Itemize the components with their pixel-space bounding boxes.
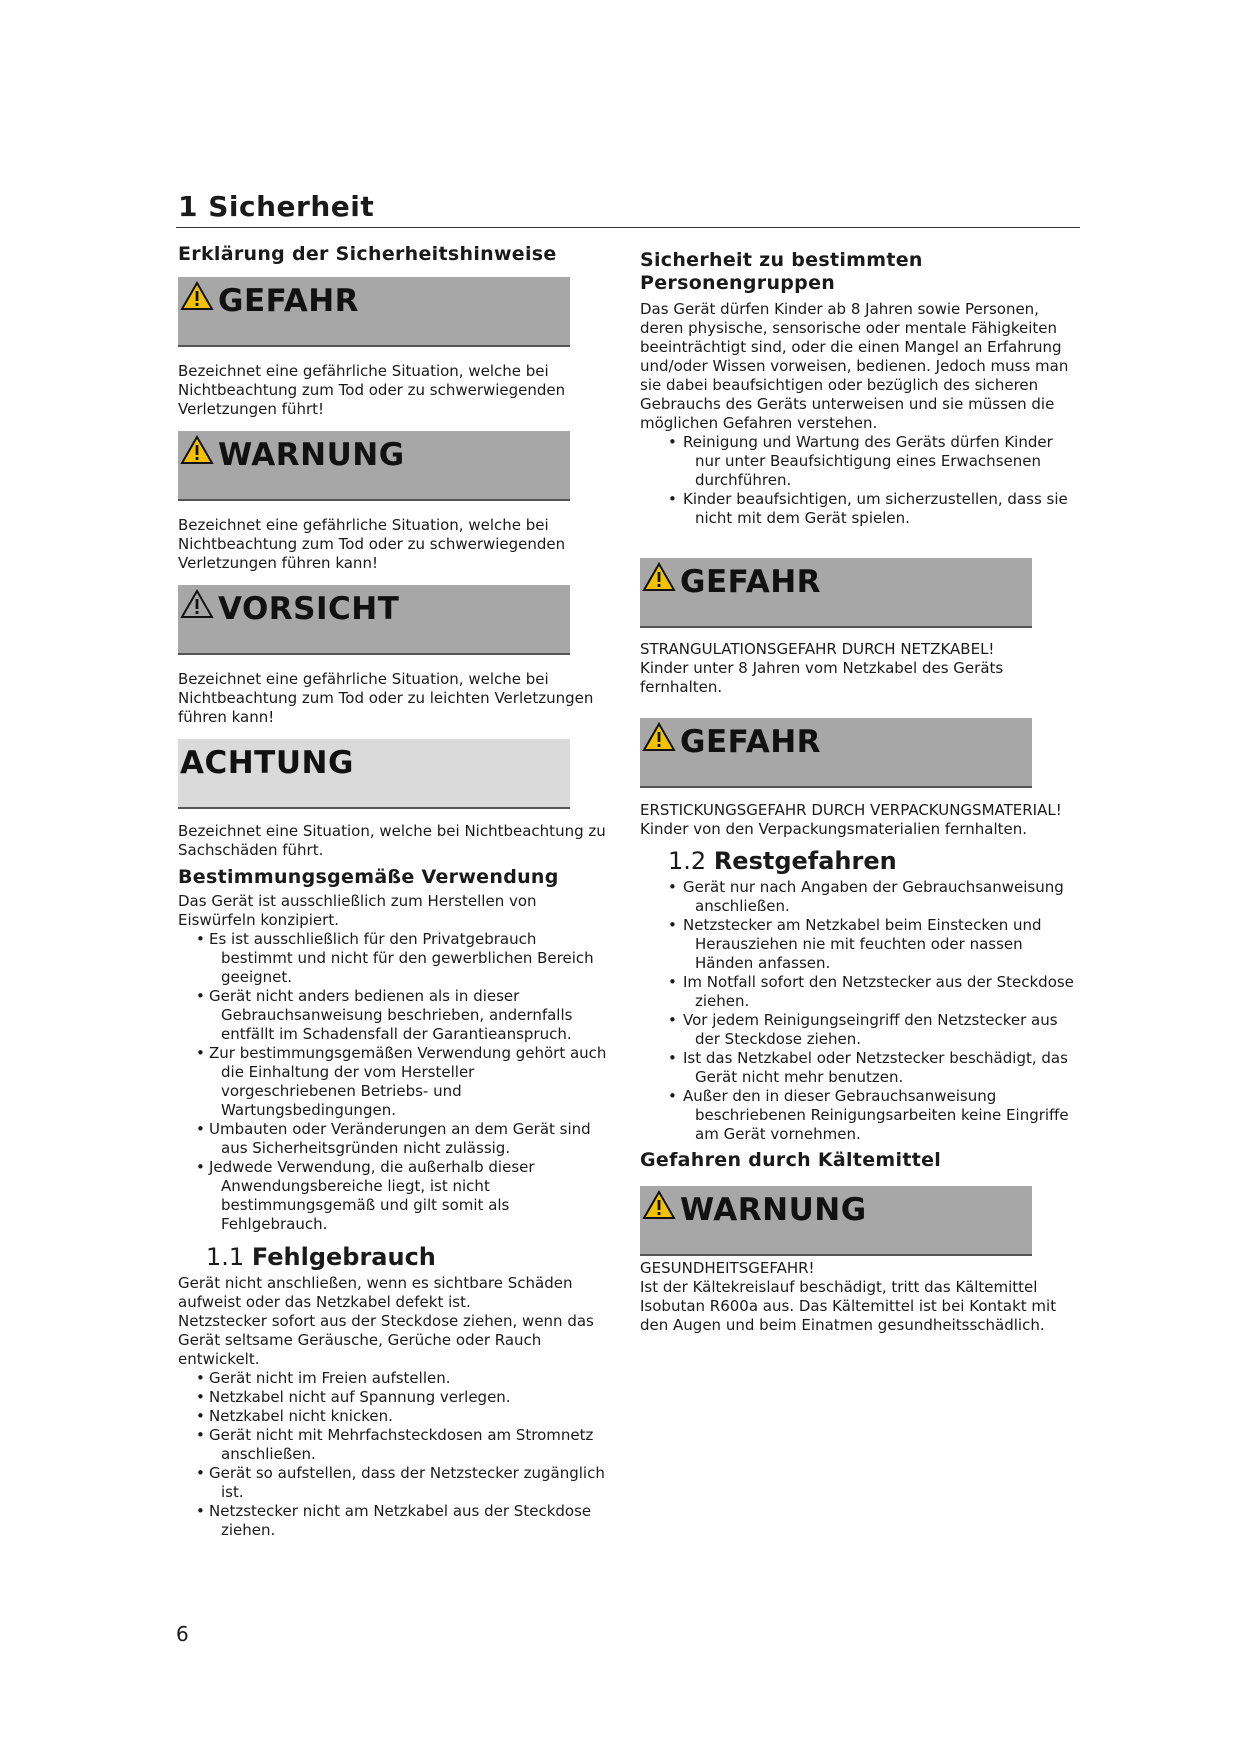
list-item: • Reinigung und Wartung des Geräts dürfen Kinder nur unter Beaufsichtigung eines Erwachsenen durchführen. [640, 433, 1080, 490]
intended-use-list [178, 930, 608, 1234]
left-column [178, 243, 608, 1540]
signal-label: GEFAHR [218, 283, 360, 319]
explanation-heading: Erklärung der Sicherheitshinweise [178, 243, 557, 265]
section-number: 1.1 [206, 1243, 245, 1271]
list-item: • Umbauten oder Veränderungen an dem Gerät sind aus Sicherheitsgründen nicht zulässig. [178, 1120, 608, 1158]
list-item: • Ist das Netzkabel oder Netzstecker beschädigt, das Gerät nicht mehr benutzen. [640, 1049, 1080, 1087]
signal-description: Bezeichnet eine gefährliche Situation, welche bei Nichtbeachtung zum Tod oder zu schwerwiegenden Verletzungen führt! [178, 362, 566, 418]
warning-triangle-icon [642, 722, 676, 752]
signal-box-warnung [178, 431, 570, 501]
list-item: • Netzstecker nicht am Netzkabel aus der Steckdose ziehen. [178, 1502, 608, 1540]
caution-triangle-icon [180, 589, 214, 619]
list-item: • Netzkabel nicht knicken. [178, 1407, 608, 1426]
warning-triangle-icon [180, 281, 214, 311]
section-number: 1.2 [668, 847, 707, 875]
list-item: • Kinder beaufsichtigen, um sicherzustellen, dass sie nicht mit dem Gerät spielen. [640, 490, 1080, 528]
list-item: • Gerät so aufstellen, dass der Netzstecker zugänglich ist. [178, 1464, 608, 1502]
signal-label: WARNUNG [680, 1192, 867, 1228]
signal-label: GEFAHR [680, 564, 822, 600]
signal-description: Bezeichnet eine gefährliche Situation, welche bei Nichtbeachtung zum Tod oder zu schwerwiegenden Verletzungen führen kann! [178, 516, 566, 572]
hazard-title: ERSTICKUNGSGEFAHR DURCH VERPACKUNGSMATERIAL! [640, 801, 1062, 819]
signal-box-warnung-refrigerant [640, 1186, 1032, 1256]
signal-box-gefahr-strangulation [640, 558, 1032, 628]
warning-triangle-icon [642, 562, 676, 592]
misuse-heading [178, 1242, 608, 1272]
signal-box-gefahr [178, 277, 570, 347]
signal-label: GEFAHR [680, 724, 822, 760]
groups-text: Das Gerät dürfen Kinder ab 8 Jahren sowie Personen, deren physische, sensorische oder mentale Fähigkeiten beeinträchtigt sind, oder die einen Mangel an Erfahrung und/oder Wissen vorweisen, bedienen. Jedoch muss man sie dabei beaufsichtigen oder bezüglich des sicheren Gebrauchs des Geräts unterweisen und sie müssen die möglichen Gefahren verstehen. [640, 300, 1069, 432]
hazard-title: GESUNDHEITSGEFAHR! [640, 1259, 815, 1277]
refrigerant-heading: Gefahren durch Kältemittel [640, 1149, 942, 1171]
groups-list [640, 433, 1080, 528]
list-item: • Zur bestimmungsgemäßen Verwendung gehört auch die Einhaltung der vom Hersteller vorgeschriebenen Betriebs- und Wartungsbedingungen. [178, 1044, 608, 1120]
right-column [640, 249, 1080, 1335]
warning-triangle-icon [180, 435, 214, 465]
residual-heading [640, 846, 1080, 876]
section-title: Restgefahren [713, 847, 897, 875]
page-title: 1 Sicherheit [178, 190, 375, 223]
list-item: • Netzstecker am Netzkabel beim Einstecken und Herausziehen nie mit feuchten oder nassen Händen anfassen. [640, 916, 1080, 973]
signal-box-vorsicht [178, 585, 570, 655]
hazard-text: Kinder von den Verpackungsmaterialien fernhalten. [640, 820, 1028, 838]
list-item: • Außer den in dieser Gebrauchsanweisung beschriebenen Reinigungsarbeiten keine Eingriffe am Gerät vornehmen. [640, 1087, 1080, 1144]
list-item: • Im Notfall sofort den Netzstecker aus der Steckdose ziehen. [640, 973, 1080, 1011]
groups-heading: Sicherheit zu bestimmten Personengruppen [640, 249, 923, 294]
signal-box-gefahr-suffocation [640, 718, 1032, 788]
list-item: • Es ist ausschließlich für den Privatgebrauch bestimmt und nicht für den gewerblichen Bereich geeignet. [178, 930, 608, 987]
hazard-title: STRANGULATIONSGEFAHR DURCH NETZKABEL! [640, 640, 995, 658]
intended-use-intro: Das Gerät ist ausschließlich zum Herstellen von Eiswürfeln konzipiert. [178, 892, 537, 929]
section-title: Fehlgebrauch [251, 1243, 436, 1271]
list-item: • Vor jedem Reinigungseingriff den Netzstecker aus der Steckdose ziehen. [640, 1011, 1080, 1049]
hazard-text: Kinder unter 8 Jahren vom Netzkabel des Geräts fernhalten. [640, 659, 1004, 696]
list-item: • Gerät nicht im Freien aufstellen. [178, 1369, 608, 1388]
list-item: • Gerät nur nach Angaben der Gebrauchsanweisung anschließen. [640, 878, 1080, 916]
signal-label: ACHTUNG [180, 745, 354, 781]
list-item: • Gerät nicht mit Mehrfachsteckdosen am Stromnetz anschließen. [178, 1426, 608, 1464]
residual-list [640, 878, 1080, 1144]
page-number: 6 [176, 1622, 189, 1646]
signal-description: Bezeichnet eine gefährliche Situation, welche bei Nichtbeachtung zum Tod oder zu leichten Verletzungen führen kann! [178, 670, 594, 726]
misuse-paragraph: Netzstecker sofort aus der Steckdose ziehen, wenn das Gerät seltsame Geräusche, Gerüche oder Rauch entwickelt. [178, 1312, 594, 1368]
list-item: • Gerät nicht anders bedienen als in dieser Gebrauchsanweisung beschrieben, andernfalls entfällt im Schadensfall der Garantieanspruch. [178, 987, 608, 1044]
misuse-paragraph: Gerät nicht anschließen, wenn es sichtbare Schäden aufweist oder das Netzkabel defekt ist. [178, 1274, 573, 1311]
signal-box-achtung [178, 739, 570, 809]
warning-triangle-icon [642, 1190, 676, 1220]
signal-description: Bezeichnet eine Situation, welche bei Nichtbeachtung zu Sachschäden führt. [178, 822, 606, 859]
hazard-text: Ist der Kältekreislauf beschädigt, tritt das Kältemittel Isobutan R600a aus. Das Kältemittel ist bei Kontakt mit den Augen und beim Einatmen gesundheitsschädlich. [640, 1278, 1057, 1334]
list-item: • Jedwede Verwendung, die außerhalb dieser Anwendungsbereiche liegt, ist nicht bestimmungsgemäß und gilt somit als Fehlgebrauch. [178, 1158, 608, 1234]
intended-use-heading: Bestimmungsgemäße Verwendung [178, 866, 559, 888]
signal-label: WARNUNG [218, 437, 405, 473]
misuse-list [178, 1369, 608, 1540]
signal-label: VORSICHT [218, 591, 400, 627]
title-divider [176, 227, 1080, 228]
list-item: • Netzkabel nicht auf Spannung verlegen. [178, 1388, 608, 1407]
